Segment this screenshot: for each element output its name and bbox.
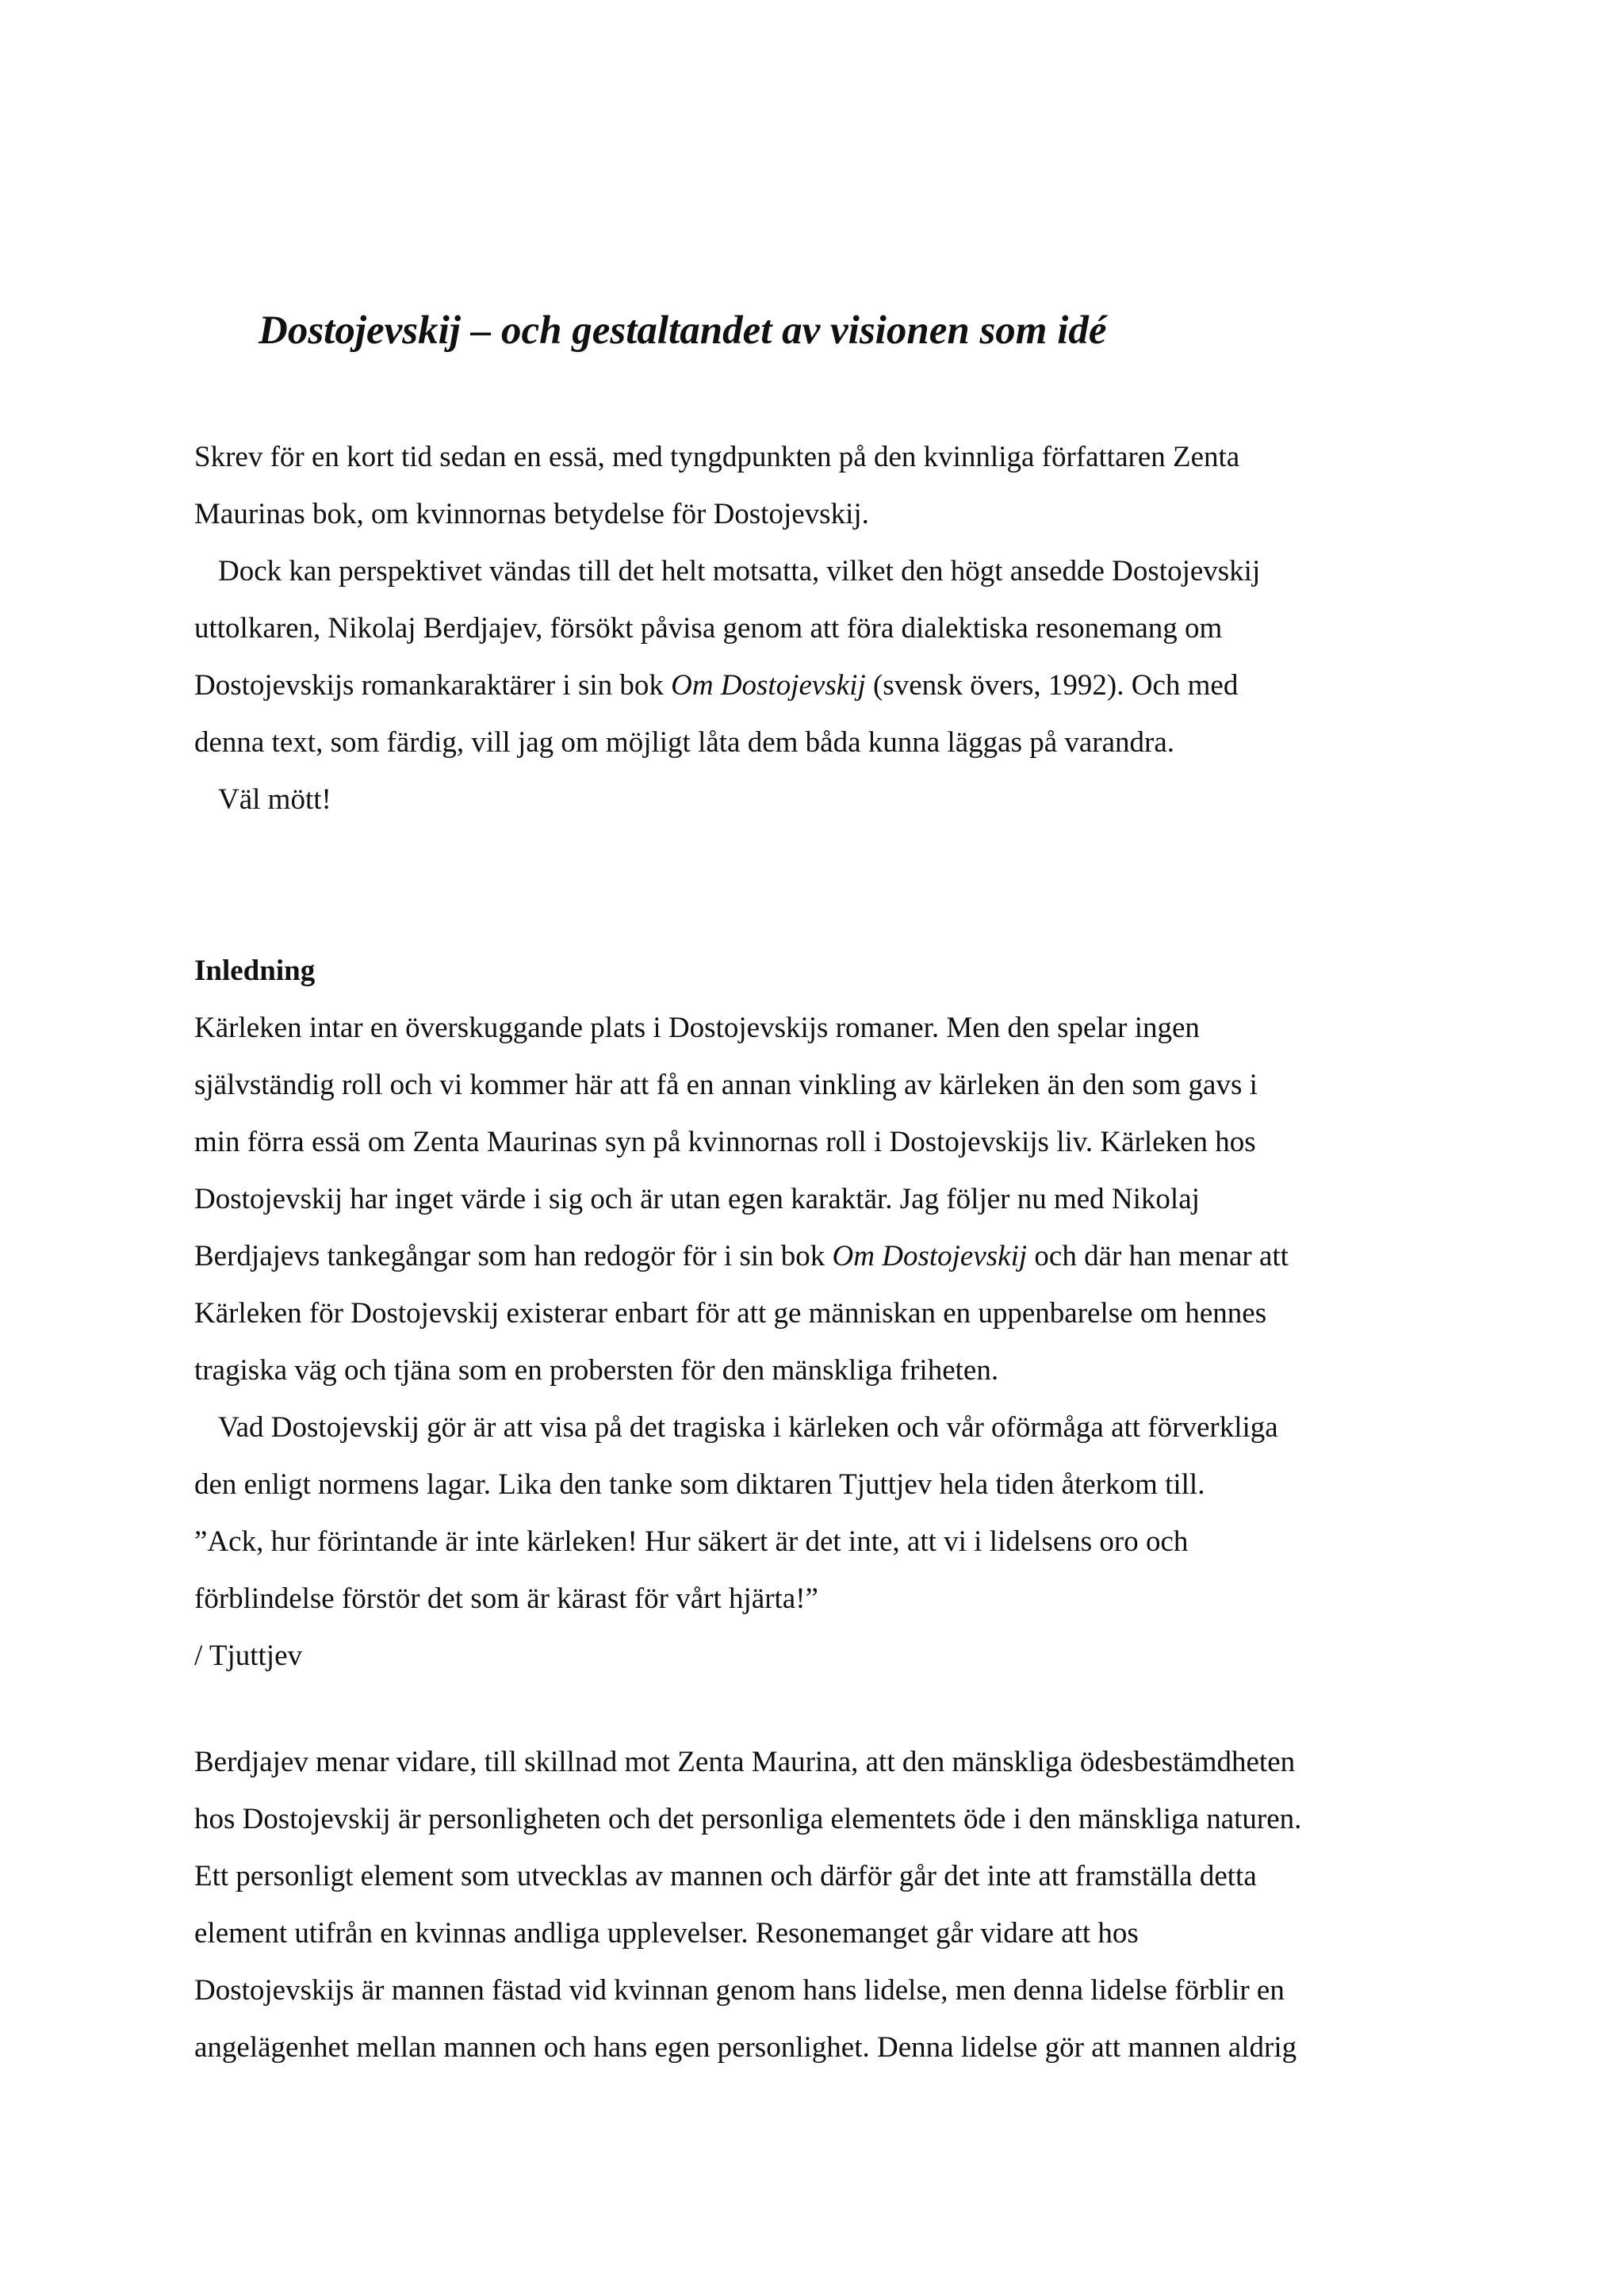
paragraph-line: element utifrån en kvinnas andliga upplevelser. Resonemanget går vidare att hos — [194, 1917, 1139, 1950]
section-line: självständig roll och vi kommer här att få en annan vinkling av kärleken än den som gavs i — [194, 1069, 1258, 1101]
document-title: Dostojevskij – och gestaltandet av visionen som idé — [259, 308, 1107, 353]
section-line: den enligt normens lagar. Lika den tanke som diktaren Tjuttjev hela tiden återkom till. — [194, 1468, 1205, 1501]
intro-line: Dock kan perspektivet vändas till det helt motsatta, vilket den högt ansedde Dostojevskij — [218, 555, 1261, 587]
section-line: min förra essä om Zenta Maurinas syn på kvinnornas roll i Dostojevskijs liv. Kärleken hos — [194, 1126, 1256, 1158]
intro-line: Väl mött! — [218, 783, 331, 816]
intro-line: uttolkaren, Nikolaj Berdjajev, försökt påvisa genom att föra dialektiska resonemang om — [194, 612, 1223, 645]
section-line-text: och där han menar att — [1027, 1240, 1289, 1272]
paragraph-line: Berdjajev menar vidare, till skillnad mot Zenta Maurina, att den mänskliga ödesbestämdheten — [194, 1746, 1296, 1778]
quote-attribution: / Tjuttjev — [194, 1640, 303, 1672]
paragraph-line: Ett personligt element som utvecklas av mannen och därför går det inte att framställa detta — [194, 1860, 1257, 1892]
intro-paragraphs — [194, 429, 1463, 828]
paragraph-line: Dostojevskijs är mannen fästad vid kvinnan genom hans lidelse, men denna lidelse förblir en — [194, 1974, 1285, 2007]
intro-line: Skrev för en kort tid sedan en essä, med tyngdpunkten på den kvinnliga författaren Zenta — [194, 441, 1240, 473]
section-line: Kärleken intar en överskuggande plats i Dostojevskijs romaner. Men den spelar ingen — [194, 1012, 1200, 1044]
section-line: tragiska väg och tjäna som en probersten för den mänskliga friheten. — [194, 1354, 999, 1387]
section-line-text: Berdjajevs tankegångar som han redogör för i sin bok — [194, 1240, 833, 1272]
paragraph-line: angelägenhet mellan mannen och hans egen personlighet. Denna lidelse gör att mannen aldrig — [194, 2031, 1297, 2064]
berdjajev-paragraph — [194, 1734, 1463, 2076]
book-title: Om Dostojevskij — [671, 669, 866, 702]
intro-line: denna text, som färdig, vill jag om möjligt låta dem båda kunna läggas på varandra. — [194, 726, 1175, 759]
section-line: Vad Dostojevskij gör är att visa på det tragiska i kärleken och vår oförmåga att förverkliga — [218, 1411, 1278, 1444]
section-line — [194, 1228, 1463, 1285]
paragraph-line: hos Dostojevskij är personligheten och det personliga elementets öde i den mänskliga naturen. — [194, 1803, 1302, 1835]
quote-line: förblindelse förstör det som är kärast för vårt hjärta!” — [194, 1582, 818, 1615]
inledning-section — [194, 943, 1463, 1685]
quote-line: ”Ack, hur förintande är inte kärleken! Hur säkert är det inte, att vi i lidelsens oro och — [194, 1525, 1189, 1558]
section-line: Dostojevskij har inget värde i sig och är utan egen karaktär. Jag följer nu med Nikolaj — [194, 1183, 1200, 1215]
intro-line — [194, 657, 1463, 714]
section-heading: Inledning — [194, 955, 316, 987]
book-title: Om Dostojevskij — [832, 1240, 1028, 1272]
intro-line-text: Dostojevskijs romankaraktärer i sin bok — [194, 669, 672, 702]
intro-line-text: (svensk övers, 1992). Och med — [865, 669, 1239, 702]
section-line: Kärleken för Dostojevskij existerar enbart för att ge människan en uppenbarelse om hennes — [194, 1297, 1267, 1330]
intro-line: Maurinas bok, om kvinnornas betydelse för Dostojevskij. — [194, 498, 869, 530]
